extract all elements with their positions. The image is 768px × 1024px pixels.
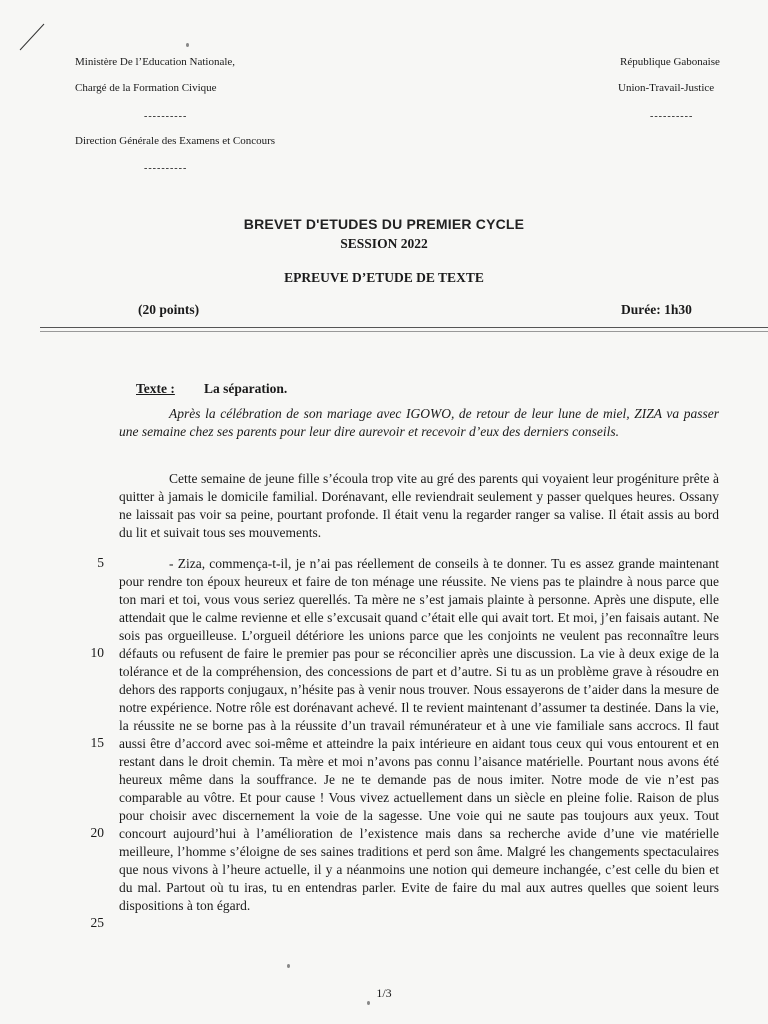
exam-points: (20 points) (138, 302, 200, 317)
header-dash: ---------- (144, 163, 188, 174)
ministry-name: Ministère De l’Education Nationale, (75, 56, 236, 68)
line-number: 25 (90, 915, 104, 930)
republic-name: République Gabonaise (620, 56, 720, 68)
scan-speck (186, 43, 189, 47)
exam-subject: EPREUVE D’ETUDE DE TEXTE (284, 270, 484, 285)
exam-duration: Durée: 1h30 (621, 302, 692, 317)
text-paragraph-1: Cette semaine de jeune fille s’écoula trop vite au gré des parents qui voyaient leur progéniture prête à quitter à jamais le domicile familial. Dorénavant, elle reviendrait seulement y passer quelques heures. Ossany ne laissait pas voir sa peine, pourtant profonde. Il était venu la regarder ranger sa valise. Il était assis au bord du lit et suivait tous ses mouvements. (119, 471, 719, 540)
page-number: 1/3 (376, 986, 392, 1000)
text-title: La séparation. (204, 381, 288, 396)
text-label: Texte : (136, 381, 175, 396)
line-number: 10 (90, 645, 104, 660)
line-number: 15 (90, 735, 104, 750)
exam-title: BREVET D'ETUDES DU PREMIER CYCLE (243, 216, 525, 232)
header-rule (40, 327, 768, 328)
national-motto: Union-Travail-Justice (618, 82, 715, 94)
text-introduction: Après la célébration de son mariage avec IGOWO, de retour de leur lune de miel, ZIZA va passer une semaine chez ses parents pour leur dire aurevoir et recevoir d’eux des derniers conseils. (119, 406, 719, 439)
scan-speck (287, 964, 290, 968)
exam-session: SESSION 2022 (340, 236, 428, 251)
line-number: 20 (90, 825, 104, 840)
direction-name: Direction Générale des Examens et Concours (75, 135, 276, 147)
text-paragraph-2: - Ziza, commença-t-il, je n’ai pas réellement de conseils à te donner. Tu es assez grande maintenant pour rendre ton époux heureux et faire de ton ménage une réussite. Ne viens pas te plaindre à nous parce que ton mari et toi, vous vous seriez querellés. Ta mère ne s’est jamais plainte à personne. Après une dispute, elle attendait que le calme revienne et elle s’excusait quand c’était elle qui avait tort. Et moi, j’en faisais autant. Ne sois pas orgueilleuse. L’orgueil détériore les unions parce que les conjoints ne veulent pas reconnaître leurs défauts ou refusent de faire le premier pas pour se réconcilier après une discussion. La vie à deux exige de la tolérance et de la compréhension, des concessions de part et d’autre. Si tu as un problème grave à résoudre en dehors des rapports conjugaux, n’hésite pas à venir nous trouver. Nous essayerons de t’aider dans la mesure de notre expérience. Notre rôle est dorénavant achevé. Il te revient maintenant d’assumer ta destinée. Dans la vie, la réussite ne se borne pas à la réussite d’un travail rémunérateur et à une vie familiale sans accrocs. Il faut aussi être d’accord avec soi-même et atteindre la paix intérieure en aidant tous ceux qui vous entourent et en restant dans le droit chemin. Ta mère et moi n’avons pas connu l’aisance matérielle. Pourtant nous avons été heureux même dans la souffrance. Je ne te demande pas de nous imiter. Notre mode de vie n’est pas comparable au vôtre. Et pour cause ! Vous vivez actuellement dans un siècle en pleine folie. Raison de plus pour choisir avec discernement la voie de la sagesse. Une voie qui ne saute pas toujours aux yeux. Tout concourt aujourd’hui à l’amélioration de l’existence mais dans sa recherche avide d’une vie matérielle meilleure, l’homme s’éloigne de ses saines traditions et perd son âme. Malgré les changements spectaculaires que nous vivons à l’heure actuelle, il y a néanmoins une notion qui demeure inchangée, c’est celle du bien et du mal. Partout où tu iras, tu en entendras parler. Evite de faire du mal aux autres quelles que soient leurs dispositions à ton égard. (119, 556, 719, 913)
header-dash: ---------- (144, 111, 188, 122)
pen-stroke-mark (18, 22, 48, 52)
header-rule-thin (40, 331, 768, 332)
ministry-department: Chargé de la Formation Civique (75, 82, 217, 94)
header-dash: ---------- (650, 111, 694, 122)
line-number: 5 (97, 555, 104, 570)
scan-speck (367, 1001, 370, 1005)
